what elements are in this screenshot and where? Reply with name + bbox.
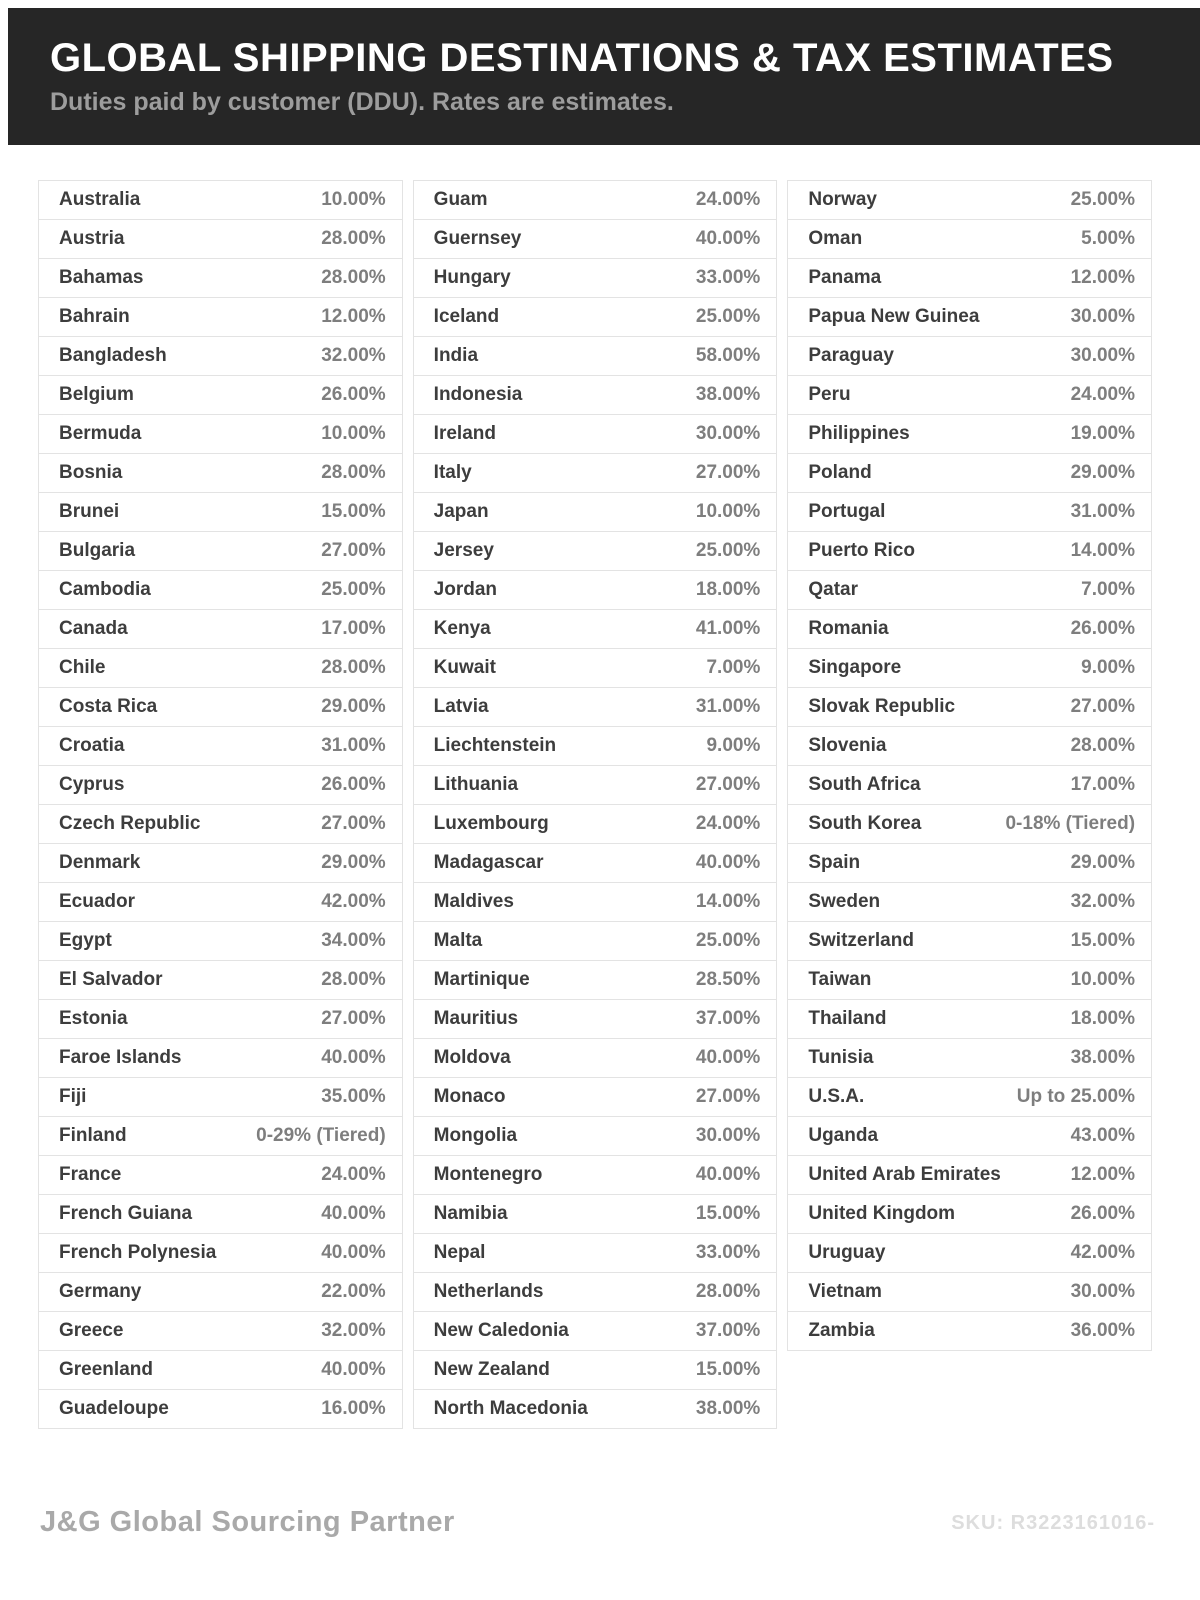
table-row bbox=[413, 1077, 778, 1117]
country-name: Bangladesh bbox=[59, 345, 167, 366]
country-name: Belgium bbox=[59, 384, 134, 405]
tax-rate: 29.00% bbox=[1070, 852, 1136, 873]
tax-rate: 32.00% bbox=[1070, 891, 1136, 912]
country-name: Uganda bbox=[808, 1125, 879, 1146]
country-name: Portugal bbox=[808, 501, 886, 522]
country-name: Ecuador bbox=[59, 891, 136, 912]
table-row bbox=[787, 1077, 1152, 1117]
tax-rate: 12.00% bbox=[321, 306, 386, 327]
tax-rate: 28.00% bbox=[695, 1281, 761, 1302]
country-name: Bahrain bbox=[59, 306, 130, 327]
tax-rate: 40.00% bbox=[321, 1359, 386, 1380]
table-row bbox=[787, 726, 1152, 766]
table-row bbox=[38, 843, 403, 883]
table-row bbox=[787, 297, 1152, 337]
table-row bbox=[413, 258, 778, 298]
tax-rate: 24.00% bbox=[321, 1164, 386, 1185]
table-row bbox=[413, 804, 778, 844]
table-row bbox=[38, 1272, 403, 1312]
country-name: Tunisia bbox=[808, 1047, 874, 1068]
tax-rate: 19.00% bbox=[1070, 423, 1136, 444]
tax-rate: 26.00% bbox=[1070, 1203, 1136, 1224]
tax-rate: 32.00% bbox=[321, 345, 386, 366]
tax-rate: 37.00% bbox=[695, 1320, 761, 1341]
table-row bbox=[38, 492, 403, 532]
table-row bbox=[787, 492, 1152, 532]
country-name: Puerto Rico bbox=[808, 540, 915, 561]
table-row bbox=[38, 531, 403, 571]
table-row bbox=[413, 921, 778, 961]
country-name: New Zealand bbox=[433, 1359, 550, 1380]
table-row bbox=[38, 726, 403, 766]
country-name: South Korea bbox=[808, 813, 922, 834]
country-name: Czech Republic bbox=[59, 813, 201, 834]
table-row bbox=[38, 1233, 403, 1273]
tax-rate: 27.00% bbox=[695, 462, 761, 483]
country-name: Sweden bbox=[808, 891, 881, 912]
country-name: Hungary bbox=[433, 267, 511, 288]
tax-rate: 10.00% bbox=[1070, 969, 1136, 990]
country-name: Bosnia bbox=[59, 462, 123, 483]
tax-rate: 35.00% bbox=[321, 1086, 386, 1107]
country-name: Kuwait bbox=[433, 657, 496, 678]
tax-rate: 24.00% bbox=[695, 189, 761, 210]
tax-rate: 28.00% bbox=[321, 228, 386, 249]
page-header bbox=[8, 8, 1200, 145]
table-column-1 bbox=[38, 180, 403, 1429]
country-name: Taiwan bbox=[808, 969, 872, 990]
tax-rate: 7.00% bbox=[1081, 579, 1136, 600]
tax-rate: 26.00% bbox=[321, 384, 386, 405]
country-name: Zambia bbox=[808, 1320, 875, 1341]
tax-rate: 15.00% bbox=[695, 1203, 761, 1224]
table-row bbox=[787, 1038, 1152, 1078]
table-row bbox=[413, 882, 778, 922]
country-name: South Africa bbox=[808, 774, 921, 795]
tax-rate: 41.00% bbox=[695, 618, 761, 639]
tax-rate: 12.00% bbox=[1070, 267, 1136, 288]
table-row bbox=[413, 960, 778, 1000]
country-name: Nepal bbox=[433, 1242, 486, 1263]
tax-rate: 25.00% bbox=[695, 540, 761, 561]
country-name: Madagascar bbox=[433, 852, 544, 873]
tax-rate: 30.00% bbox=[1070, 345, 1136, 366]
table-row bbox=[787, 336, 1152, 376]
table-row bbox=[787, 882, 1152, 922]
tax-rate: 10.00% bbox=[321, 423, 386, 444]
table-row bbox=[787, 180, 1152, 220]
tax-rate: 25.00% bbox=[321, 579, 386, 600]
country-name: Australia bbox=[59, 189, 141, 210]
country-name: Bermuda bbox=[59, 423, 142, 444]
table-row bbox=[413, 1311, 778, 1351]
tax-rate: 27.00% bbox=[321, 1008, 386, 1029]
country-name: Martinique bbox=[433, 969, 530, 990]
table-row bbox=[38, 687, 403, 727]
tax-rate: 31.00% bbox=[321, 735, 386, 756]
tax-rate: 28.00% bbox=[321, 969, 386, 990]
tax-rate: 22.00% bbox=[321, 1281, 386, 1302]
tax-rate: Up to 25.00% bbox=[1016, 1086, 1136, 1107]
table-row bbox=[413, 219, 778, 259]
tax-rate: 29.00% bbox=[1070, 462, 1136, 483]
tax-rate: 12.00% bbox=[1070, 1164, 1136, 1185]
footer-sku: SKU: R3223161016- bbox=[951, 1512, 1155, 1534]
table-row bbox=[787, 531, 1152, 571]
country-name: Namibia bbox=[433, 1203, 508, 1224]
country-name: North Macedonia bbox=[433, 1398, 588, 1419]
tax-rate: 40.00% bbox=[321, 1047, 386, 1068]
table-row bbox=[787, 609, 1152, 649]
table-row bbox=[413, 1194, 778, 1234]
country-name: Guam bbox=[433, 189, 488, 210]
tax-rate: 18.00% bbox=[695, 579, 761, 600]
tax-rate: 40.00% bbox=[321, 1203, 386, 1224]
table-row bbox=[38, 960, 403, 1000]
country-name: Poland bbox=[808, 462, 872, 483]
table-row bbox=[38, 180, 403, 220]
country-name: Latvia bbox=[433, 696, 489, 717]
tax-rate: 16.00% bbox=[321, 1398, 386, 1419]
page-subtitle: Duties paid by customer (DDU). Rates are estimates. bbox=[50, 88, 674, 116]
table-row bbox=[413, 180, 778, 220]
country-name: Finland bbox=[59, 1125, 127, 1146]
country-name: Moldova bbox=[433, 1047, 511, 1068]
table-row bbox=[38, 219, 403, 259]
tax-rate: 27.00% bbox=[321, 813, 386, 834]
table-row bbox=[38, 882, 403, 922]
table-row bbox=[413, 1389, 778, 1429]
table-row bbox=[413, 1233, 778, 1273]
country-name: Fiji bbox=[59, 1086, 87, 1107]
table-row bbox=[38, 1389, 403, 1429]
tax-rate: 10.00% bbox=[321, 189, 386, 210]
country-name: El Salvador bbox=[59, 969, 163, 990]
table-row bbox=[38, 1077, 403, 1117]
country-name: Brunei bbox=[59, 501, 120, 522]
country-name: Greenland bbox=[59, 1359, 153, 1380]
country-name: Jersey bbox=[433, 540, 494, 561]
country-name: France bbox=[59, 1164, 122, 1185]
table-column-2 bbox=[413, 180, 778, 1429]
table-row bbox=[787, 687, 1152, 727]
tax-rate: 30.00% bbox=[695, 423, 761, 444]
country-name: Norway bbox=[808, 189, 877, 210]
tax-rate: 40.00% bbox=[695, 852, 761, 873]
tax-rate: 18.00% bbox=[1070, 1008, 1136, 1029]
table-row bbox=[38, 765, 403, 805]
tax-rate: 31.00% bbox=[1070, 501, 1136, 522]
table-row bbox=[413, 570, 778, 610]
tax-rate: 29.00% bbox=[321, 852, 386, 873]
country-name: Qatar bbox=[808, 579, 858, 600]
tax-rate: 9.00% bbox=[706, 735, 761, 756]
tax-rate: 25.00% bbox=[695, 930, 761, 951]
table-row bbox=[38, 297, 403, 337]
table-row bbox=[38, 375, 403, 415]
table-row bbox=[787, 960, 1152, 1000]
tax-rate: 28.50% bbox=[695, 969, 761, 990]
country-name: Panama bbox=[808, 267, 882, 288]
tax-rate: 38.00% bbox=[695, 1398, 761, 1419]
table-row bbox=[413, 687, 778, 727]
country-name: Cyprus bbox=[59, 774, 125, 795]
country-name: Uruguay bbox=[808, 1242, 886, 1263]
tax-rate: 43.00% bbox=[1070, 1125, 1136, 1146]
country-name: Singapore bbox=[808, 657, 902, 678]
tax-rate: 40.00% bbox=[695, 1164, 761, 1185]
country-name: U.S.A. bbox=[808, 1086, 865, 1107]
table-row bbox=[787, 1116, 1152, 1156]
table-row bbox=[38, 609, 403, 649]
country-name: Liechtenstein bbox=[433, 735, 557, 756]
table-row bbox=[413, 843, 778, 883]
table-row bbox=[787, 1311, 1152, 1351]
country-name: Switzerland bbox=[808, 930, 914, 951]
table-row bbox=[787, 375, 1152, 415]
tax-rate: 14.00% bbox=[695, 891, 761, 912]
tax-rate: 30.00% bbox=[695, 1125, 761, 1146]
tax-rate: 15.00% bbox=[695, 1359, 761, 1380]
table-row bbox=[38, 999, 403, 1039]
country-name: Greece bbox=[59, 1320, 124, 1341]
tax-rate: 38.00% bbox=[695, 384, 761, 405]
country-name: Croatia bbox=[59, 735, 125, 756]
country-name: Denmark bbox=[59, 852, 141, 873]
table-row bbox=[38, 1038, 403, 1078]
country-name: Costa Rica bbox=[59, 696, 158, 717]
tax-rate: 0-18% (Tiered) bbox=[1005, 813, 1136, 834]
table-row bbox=[413, 999, 778, 1039]
tax-rate: 15.00% bbox=[1070, 930, 1136, 951]
tax-rate: 17.00% bbox=[321, 618, 386, 639]
tax-rate: 29.00% bbox=[321, 696, 386, 717]
table-row bbox=[413, 453, 778, 493]
tax-rate: 26.00% bbox=[321, 774, 386, 795]
table-row bbox=[787, 1155, 1152, 1195]
country-name: French Guiana bbox=[59, 1203, 193, 1224]
tax-rate: 28.00% bbox=[321, 657, 386, 678]
table-row bbox=[787, 1194, 1152, 1234]
tax-rate: 15.00% bbox=[321, 501, 386, 522]
tax-rate: 0-29% (Tiered) bbox=[256, 1125, 386, 1146]
table-row bbox=[413, 648, 778, 688]
tax-rate: 27.00% bbox=[321, 540, 386, 561]
tax-rate: 38.00% bbox=[1070, 1047, 1136, 1068]
country-name: Kenya bbox=[433, 618, 491, 639]
country-name: Monaco bbox=[433, 1086, 506, 1107]
table-row bbox=[38, 1116, 403, 1156]
table-row bbox=[413, 1116, 778, 1156]
tax-rate: 58.00% bbox=[695, 345, 761, 366]
tax-rate: 7.00% bbox=[706, 657, 761, 678]
table-row bbox=[38, 1311, 403, 1351]
table-row bbox=[413, 414, 778, 454]
tax-rate: 25.00% bbox=[695, 306, 761, 327]
country-name: Slovak Republic bbox=[808, 696, 956, 717]
country-name: Papua New Guinea bbox=[808, 306, 980, 327]
tax-rate: 5.00% bbox=[1081, 228, 1136, 249]
country-name: Netherlands bbox=[433, 1281, 544, 1302]
table-row bbox=[413, 1272, 778, 1312]
country-name: Japan bbox=[433, 501, 489, 522]
table-row bbox=[413, 765, 778, 805]
table-row bbox=[38, 258, 403, 298]
table-row bbox=[787, 843, 1152, 883]
tax-rate: 33.00% bbox=[695, 267, 761, 288]
table-row bbox=[787, 648, 1152, 688]
table-column-3 bbox=[787, 180, 1152, 1351]
tax-rate: 37.00% bbox=[695, 1008, 761, 1029]
table-row bbox=[413, 1038, 778, 1078]
country-name: Jordan bbox=[433, 579, 498, 600]
country-name: Guernsey bbox=[433, 228, 522, 249]
tax-rate: 28.00% bbox=[321, 462, 386, 483]
country-name: Germany bbox=[59, 1281, 142, 1302]
country-name: Cambodia bbox=[59, 579, 151, 600]
country-name: Mauritius bbox=[433, 1008, 519, 1029]
country-name: Luxembourg bbox=[433, 813, 549, 834]
table-row bbox=[413, 609, 778, 649]
page-title: GLOBAL SHIPPING DESTINATIONS & TAX ESTIMATES bbox=[50, 36, 1114, 80]
table-row bbox=[413, 1155, 778, 1195]
tax-rate: 27.00% bbox=[695, 774, 761, 795]
table-row bbox=[413, 375, 778, 415]
table-row bbox=[413, 492, 778, 532]
country-name: Malta bbox=[433, 930, 483, 951]
table-row bbox=[38, 1194, 403, 1234]
country-name: Bulgaria bbox=[59, 540, 136, 561]
tax-rate: 17.00% bbox=[1070, 774, 1136, 795]
table-row bbox=[787, 765, 1152, 805]
table-row bbox=[413, 336, 778, 376]
tax-rate: 40.00% bbox=[321, 1242, 386, 1263]
country-name: Bahamas bbox=[59, 267, 144, 288]
country-name: Estonia bbox=[59, 1008, 128, 1029]
tax-rate: 33.00% bbox=[695, 1242, 761, 1263]
country-name: Guadeloupe bbox=[59, 1398, 169, 1419]
country-name: Spain bbox=[808, 852, 861, 873]
country-name: Lithuania bbox=[433, 774, 519, 795]
country-name: Canada bbox=[59, 618, 128, 639]
tax-rate: 36.00% bbox=[1070, 1320, 1136, 1341]
table-row bbox=[787, 414, 1152, 454]
country-name: Montenegro bbox=[433, 1164, 543, 1185]
table-row bbox=[38, 570, 403, 610]
tax-rate: 34.00% bbox=[321, 930, 386, 951]
table-row bbox=[38, 414, 403, 454]
tax-rate: 32.00% bbox=[321, 1320, 386, 1341]
tax-rate: 28.00% bbox=[1070, 735, 1136, 756]
tax-rate: 30.00% bbox=[1070, 306, 1136, 327]
country-name: Ireland bbox=[433, 423, 496, 444]
tax-rate: 30.00% bbox=[1070, 1281, 1136, 1302]
country-name: New Caledonia bbox=[433, 1320, 569, 1341]
country-name: Mongolia bbox=[433, 1125, 518, 1146]
table-row bbox=[38, 336, 403, 376]
tax-rate: 9.00% bbox=[1081, 657, 1136, 678]
table-row bbox=[413, 531, 778, 571]
country-name: United Kingdom bbox=[808, 1203, 956, 1224]
table-row bbox=[413, 297, 778, 337]
country-name: Italy bbox=[433, 462, 472, 483]
table-row bbox=[38, 453, 403, 493]
tax-rate: 27.00% bbox=[695, 1086, 761, 1107]
country-name: French Polynesia bbox=[59, 1242, 217, 1263]
table-row bbox=[787, 804, 1152, 844]
table-row bbox=[38, 804, 403, 844]
tax-rate: 27.00% bbox=[1070, 696, 1136, 717]
country-name: Maldives bbox=[433, 891, 514, 912]
table-row bbox=[787, 570, 1152, 610]
country-name: Vietnam bbox=[808, 1281, 882, 1302]
tax-rate: 31.00% bbox=[695, 696, 761, 717]
table-row bbox=[787, 219, 1152, 259]
tax-rate: 28.00% bbox=[321, 267, 386, 288]
tax-rate: 42.00% bbox=[321, 891, 386, 912]
country-name: Indonesia bbox=[433, 384, 523, 405]
tax-rate: 14.00% bbox=[1070, 540, 1136, 561]
country-name: Egypt bbox=[59, 930, 112, 951]
tax-rate: 24.00% bbox=[695, 813, 761, 834]
table-row bbox=[787, 921, 1152, 961]
country-name: United Arab Emirates bbox=[808, 1164, 1001, 1185]
table-row bbox=[38, 921, 403, 961]
table-row bbox=[787, 999, 1152, 1039]
country-name: Oman bbox=[808, 228, 863, 249]
footer-brand: J&G Global Sourcing Partner bbox=[40, 1506, 455, 1538]
country-name: Faroe Islands bbox=[59, 1047, 182, 1068]
country-name: Romania bbox=[808, 618, 889, 639]
country-name: India bbox=[433, 345, 479, 366]
table-row bbox=[413, 726, 778, 766]
country-name: Iceland bbox=[433, 306, 500, 327]
table-row bbox=[787, 453, 1152, 493]
table-row bbox=[38, 648, 403, 688]
country-name: Peru bbox=[808, 384, 851, 405]
tax-rate: 10.00% bbox=[695, 501, 761, 522]
table-row bbox=[38, 1155, 403, 1195]
country-name: Philippines bbox=[808, 423, 910, 444]
country-name: Paraguay bbox=[808, 345, 894, 366]
tax-rate: 40.00% bbox=[695, 228, 761, 249]
country-name: Chile bbox=[59, 657, 106, 678]
tax-rate-table bbox=[38, 180, 1152, 1429]
table-row bbox=[413, 1350, 778, 1390]
country-name: Thailand bbox=[808, 1008, 887, 1029]
country-name: Slovenia bbox=[808, 735, 887, 756]
tax-rate: 25.00% bbox=[1070, 189, 1136, 210]
tax-rate: 42.00% bbox=[1070, 1242, 1136, 1263]
tax-rate: 24.00% bbox=[1070, 384, 1136, 405]
tax-rate: 26.00% bbox=[1070, 618, 1136, 639]
table-row bbox=[787, 1272, 1152, 1312]
table-row bbox=[787, 258, 1152, 298]
table-row bbox=[38, 1350, 403, 1390]
country-name: Austria bbox=[59, 228, 125, 249]
tax-rate: 40.00% bbox=[695, 1047, 761, 1068]
table-row bbox=[787, 1233, 1152, 1273]
